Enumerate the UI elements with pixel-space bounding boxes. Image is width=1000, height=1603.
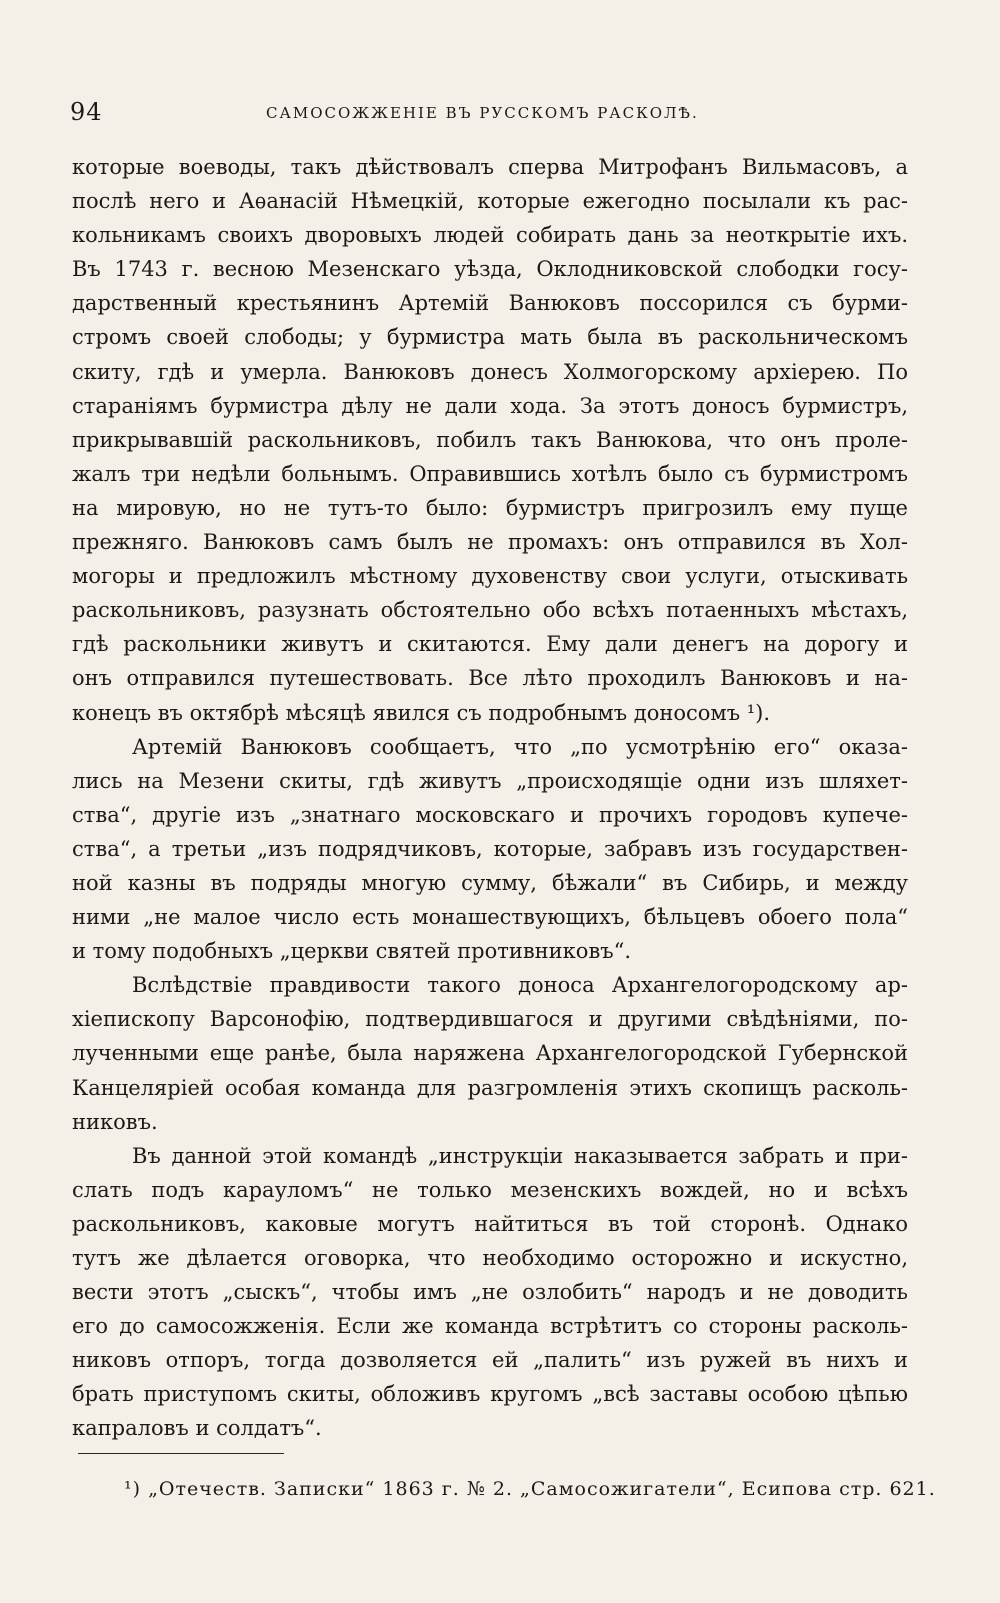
text-line: и тому подобныхъ „церкви святей противниковъ“. [72,939,632,964]
text-line: стараніямъ бурмистра дѣлу не дали хода. За этотъ доносъ бурмистръ, [72,393,908,418]
text-line: жалъ три недѣли больнымъ. Оправившись хотѣлъ было съ бурмистромъ [72,461,908,486]
text-line: скиту, гдѣ и умерла. Ванюковъ донесъ Холмогорскому архіерею. По [72,359,908,384]
text-line: никовъ. [72,1109,158,1134]
text-line: онъ отправился путешествовать. Все лѣто проходилъ Ванюковъ и на- [72,666,908,691]
text-line: брать приступомъ скиты, обложивъ кругомъ „всѣ заставы особою цѣпью [72,1382,908,1407]
text-line: вести этотъ „сыскъ“, чтобы имъ „не озлобить“ народъ и не доводить [72,1280,908,1305]
text-line: капраловъ и солдатъ“. [72,1416,322,1441]
text-line: лученными еще ранѣе, была наряжена Архангелогородской Губернской [72,1041,908,1066]
text-line: раскольниковъ, каковые могутъ найтиться въ той сторонѣ. Однако [72,1211,908,1236]
text-line: ной казны въ подряды многую сумму, бѣжали“ въ Сибирь, и между [72,870,908,895]
text-line: раскольниковъ, разузнать обстоятельно обо всѣхъ потаенныхъ мѣстахъ, [72,598,908,623]
text-line: послѣ него и Аѳанасій Нѣмецкій, которые ежегодно посылали къ рас- [72,189,908,214]
footnote-divider [78,1453,284,1454]
text-line: прикрывавшій раскольниковъ, побилъ такъ Ванюкова, что онъ проле- [72,427,908,452]
text-line: хіепископу Варсонофію, подтвердившагося и другими свѣдѣніями, по- [72,1007,908,1032]
text-line: ними „не малое число есть монашествующихъ, бѣльцевъ обоего пола“ [72,905,908,930]
text-line: дарственный крестьянинъ Артемій Ванюковъ поссорился съ бурми- [72,291,908,316]
text-line: ства“, а третьи „изъ подрядчиковъ, которые, забравъ изъ государствен- [72,836,908,861]
body-text [72,150,908,1446]
text-line: Въ данной этой командѣ „инструкціи наказывается забрать и при- [132,1143,908,1168]
text-line: тутъ же дѣлается оговорка, что необходимо осторожно и искустно, [72,1246,908,1270]
text-line: Канцеляріей особая команда для разгромленія этихъ скопищъ расколь- [72,1075,908,1100]
text-line: Артемій Ванюковъ сообщаетъ, что „по усмотрѣнію его“ оказа- [132,734,908,759]
text-line: слать подъ карауломъ“ не только мезенскихъ вождей, но и всѣхъ [72,1177,908,1202]
page-header [70,98,908,132]
page-number: 94 [70,98,103,126]
text-line: кольникамъ своихъ дворовыхъ людей собирать дань за неоткрытіе ихъ. [72,223,908,248]
text-line: лись на Мезени скиты, гдѣ живутъ „происходящіе одни изъ шляхет- [72,768,908,793]
text-line: никовъ отпоръ, тогда дозволяется ей „палить“ изъ ружей въ нихъ и [72,1348,908,1373]
text-line: прежняго. Ванюковъ самъ былъ не промахъ: онъ отправился въ Хол- [72,530,908,555]
text-line: могоры и предложилъ мѣстному духовенству свои услуги, отыскивать [72,564,908,589]
text-line: стромъ своей слободы; у бурмистра мать была въ раскольническомъ [72,325,908,350]
footnote: ¹) „Отечеств. Записки“ 1863 г. № 2. „Самосожигатели“, Есипова стр. 621. [124,1478,936,1500]
text-line: конецъ въ октябрѣ мѣсяцѣ явился съ подробнымъ доносомъ ¹). [72,700,771,725]
running-title: САМОСОЖЖЕНІЕ ВЪ РУССКОМЪ РАСКОЛѢ. [266,104,699,122]
text-line: ства“, другіе изъ „знатнаго московскаго и прочихъ городовъ купече- [72,802,908,827]
text-line: Въ 1743 г. весною Мезенскаго уѣзда, Оклодниковской слободки госу- [72,257,908,282]
text-line: Вслѣдствіе правдивости такого доноса Архангелогородскому ар- [132,973,908,998]
text-line: гдѣ раскольники живутъ и скитаются. Ему дали денегъ на дорогу и [72,632,908,657]
text-line: которые воеводы, такъ дѣйствовалъ сперва Митрофанъ Вильмасовъ, а [72,155,908,179]
text-line: его до самосожженія. Если же команда встрѣтитъ со стороны расколь- [72,1314,908,1339]
text-line: на мировую, но не тутъ-то было: бурмистръ пригрозилъ ему пуще [72,495,908,520]
